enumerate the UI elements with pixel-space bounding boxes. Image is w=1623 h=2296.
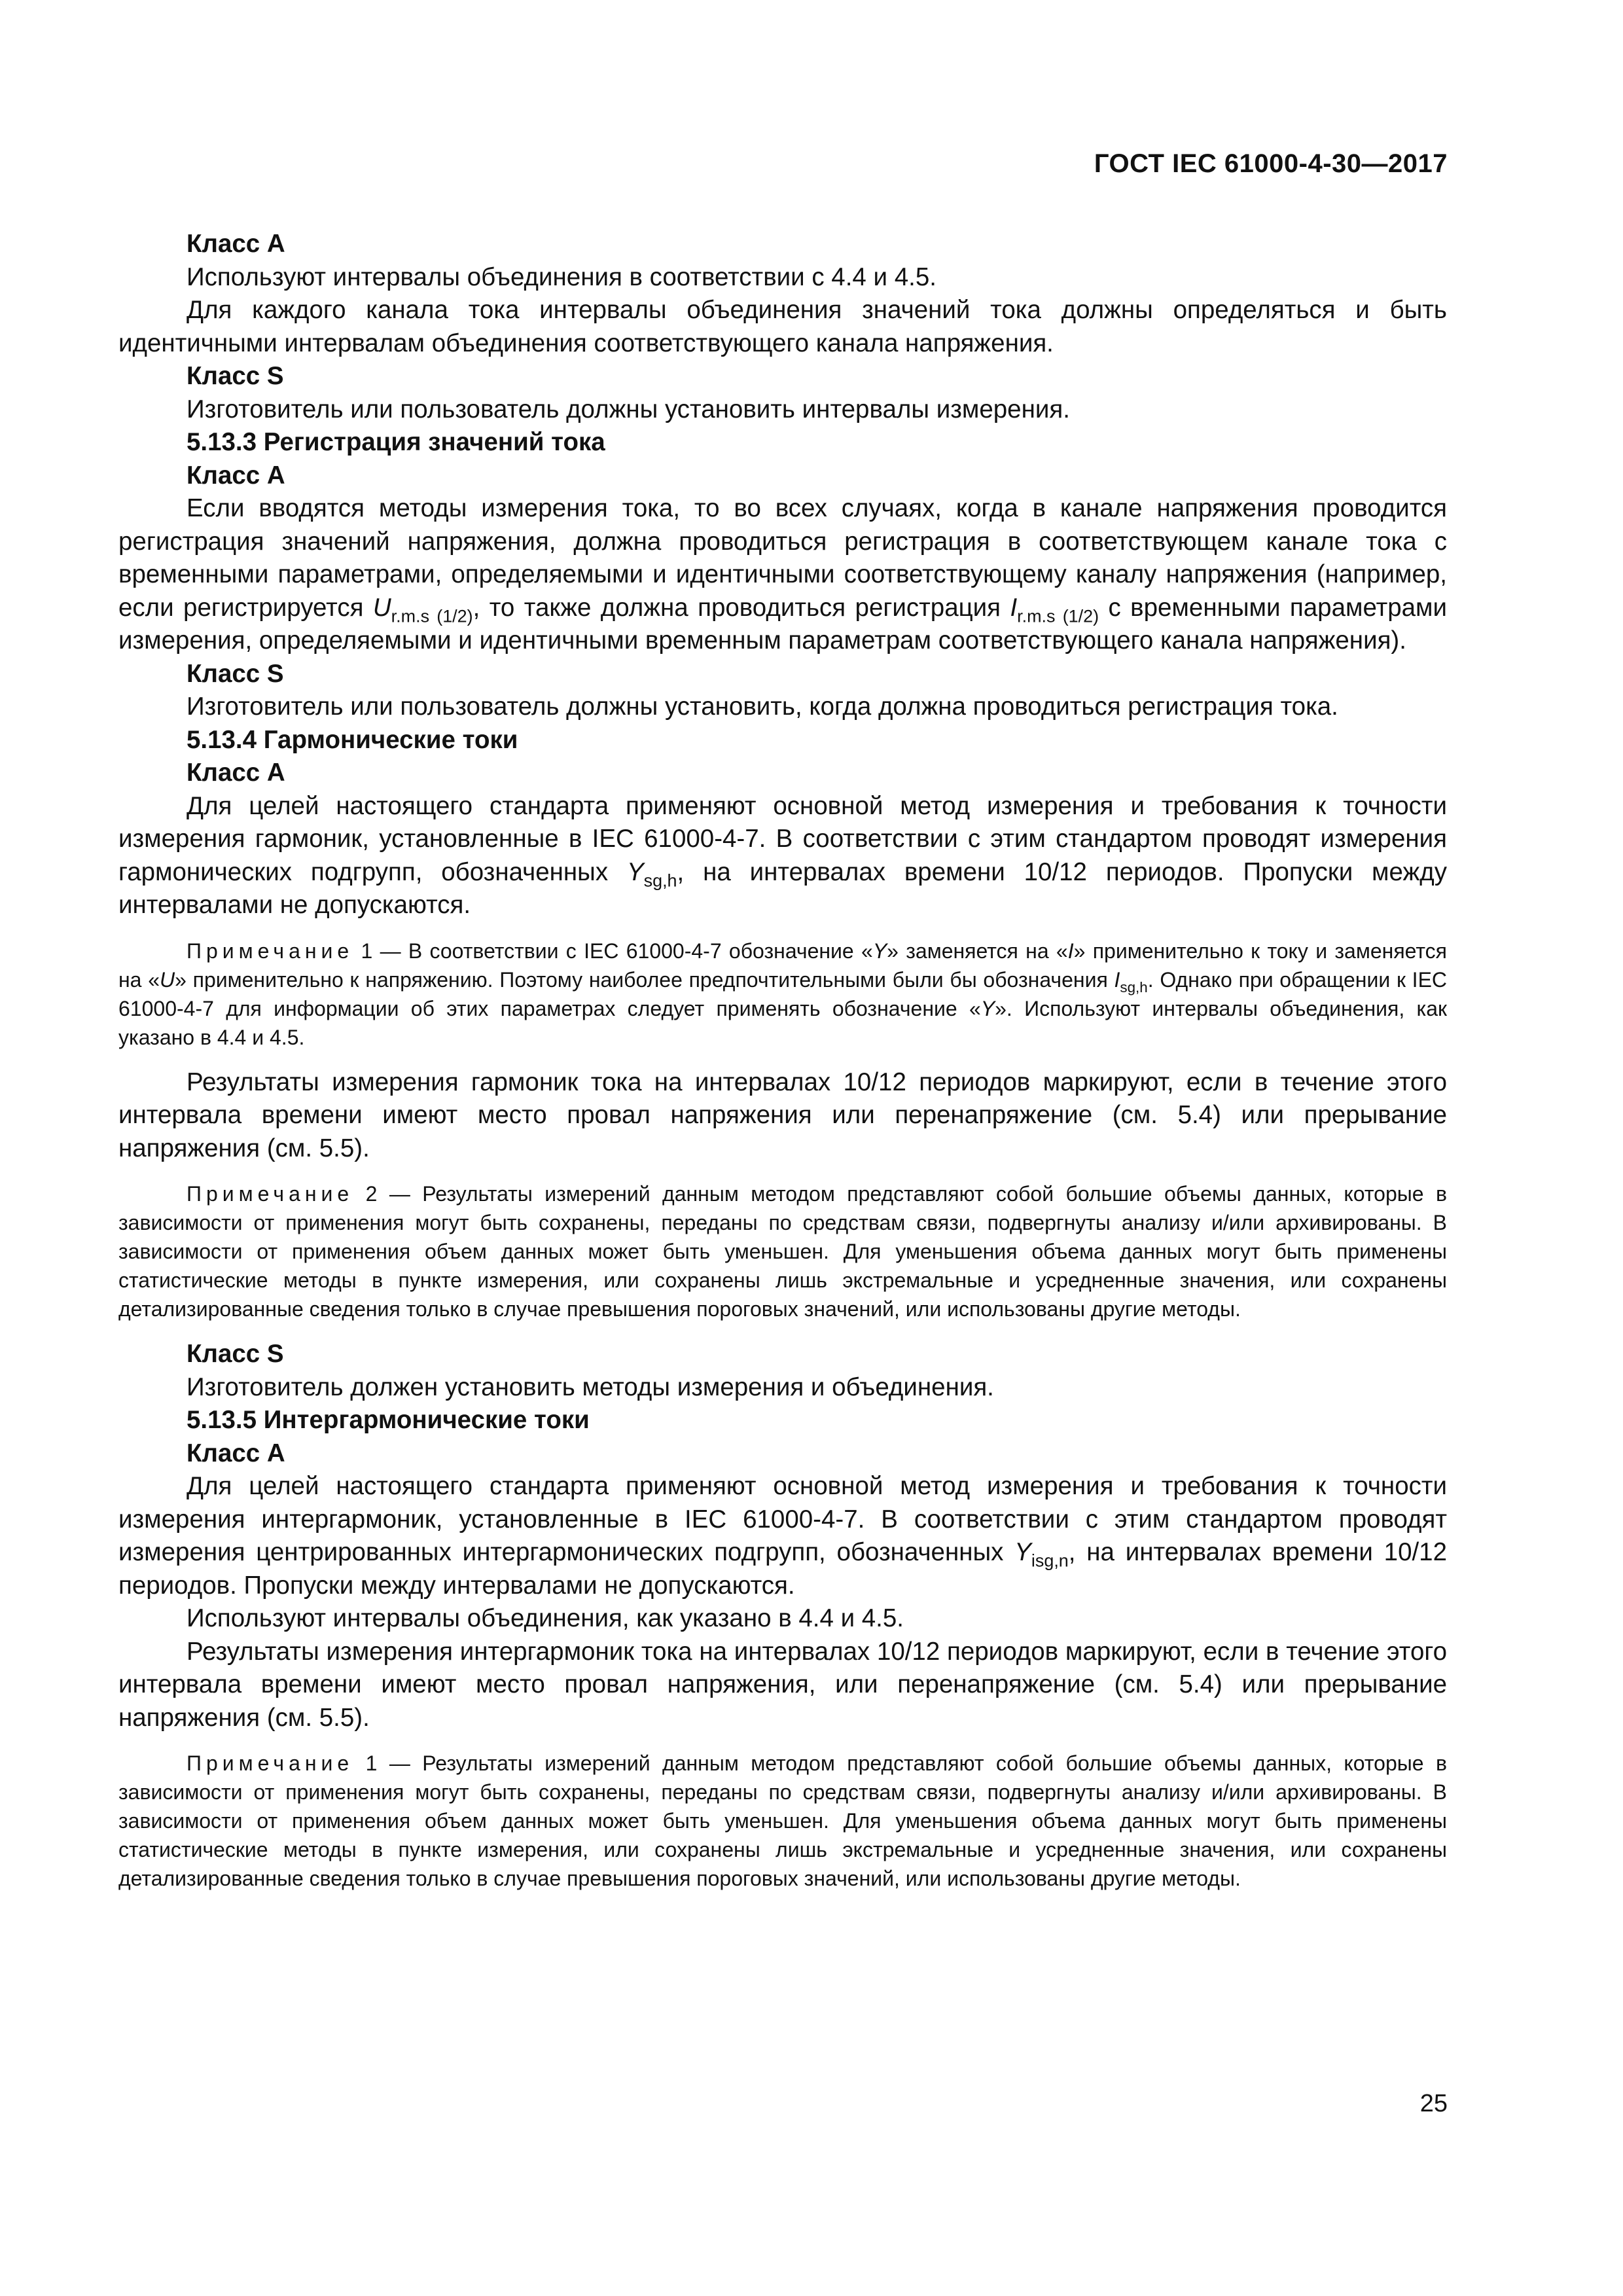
paragraph [118,492,1447,658]
note-label: Примечание [187,1182,354,1206]
paragraph: Изготовитель или пользователь должны установить, когда должна проводиться регистрация тока. [187,692,1338,721]
paragraph: Изготовитель должен установить методы измерения и объединения. [187,1372,994,1401]
text-run: Для целей настоящего стандарта применяют основной метод измерения и требования к точности измерения интергармоник, установленные в IEC 61000-4-7. В соответствии с этим стандартом проводят измерения центрированных интергармонических подгрупп, обозначенных [118,1472,1447,1566]
symbol-y: Y [980,996,995,1020]
paragraph: Для каждого канала тока интервалы объединения значений тока должны определяться и быть идентичными интервалам объединения соответствующего канала напряжения. [118,296,1447,357]
text-run: , то также должна проводиться регистрация [473,593,1010,622]
text-run: » применительно к напряжению. Поэтому наиболее предпочтительными были бы обозначения [175,967,1115,992]
subscript: sg,h [1120,978,1148,996]
text-run: Если вводятся методы измерения тока, то во всех случаях, когда в канале напряжения проводится регистрация значений напряжения, должна проводиться регистрация в соответствующем канале тока с временными параметрами, определяемыми и идентичными соответствующему каналу напряжения (например, если регистрируется [118,494,1447,622]
text-run: с временными параметрами измерения, определяемыми и идентичными временным параметрам соответствующего канала напряжения). [118,593,1448,655]
text-run: 1 — Результаты измерений данным методом представляют собой большие объемы данных, которые в зависимости от применения могут быть сохранены, переданы по средствам связи, подвергнуты анализу и/или архивированы. В зависимости от применения объем данных может быть уменьшен. Для уменьшения объема данных могут быть применены статистические методы в пункте измерения, или сохранены лишь экстремальные и усредненные значения, или сохранены детализированные сведения только в случае превышения пороговых значений, или использованы другие методы. [118,1751,1447,1890]
paragraph: Результаты измерения интергармоник тока на интервалах 10/12 периодов маркируют, если в течение этого интервала времени имеют место провал напряжения, или перенапряжение (см. 5.4) или прерывание напряжения (см. 5.5). [118,1637,1447,1732]
class-s-heading: Класс S [187,659,284,688]
text-run: ». Используют интервалы объединения, как указано в 4.4 и 4.5. [118,996,1447,1049]
paragraph [118,1470,1447,1602]
symbol-i: I [1010,593,1018,622]
symbol-i: I [1114,967,1120,992]
text-run: » применительно к току и заменяется на « [118,939,1448,992]
class-a-heading: Класс А [187,759,285,787]
document-standard-header: ГОСТ IEC 61000-4-30—2017 [1094,149,1448,178]
text-run: 1 — В соответствии с IEC 61000-4-7 обозначение « [353,939,873,963]
paragraph [118,790,1447,922]
subscript: sg,h [643,870,677,890]
section-title-5-13-5: 5.13.5 Интергармонические токи [187,1406,590,1434]
symbol-u: U [372,593,391,622]
subscript: r.m.s (1/2) [391,605,473,626]
text-run: , на интервалах времени 10/12 периодов. Пропуски между интервалами не допускаются. [118,1538,1447,1600]
paragraph: Используют интервалы объединения, как указано в 4.4 и 4.5. [187,1604,904,1632]
subscript: isg,n [1031,1551,1069,1571]
text-run: , на интервалах времени 10/12 периодов. Пропуски между интервалами не допускаются. [118,857,1447,919]
note-1 [118,1749,1447,1893]
section-title-5-13-4: 5.13.4 Гармонические токи [187,725,518,754]
text-run: 2 — Результаты измерений данным методом представляют собой большие объемы данных, которые в зависимости от применения могут быть сохранены, переданы по средствам связи, подвергнуты анализу и/или архивированы. В зависимости от применения объем данных может быть уменьшен. Для уменьшения объема данных могут быть применены статистические методы в пункте измерения, или сохранены лишь экстремальные и усредненные значения, или сохранены детализированные сведения только в случае превышения пороговых значений, или использованы другие методы. [118,1182,1447,1321]
note-2 [118,1179,1447,1323]
symbol-y: Y [626,857,644,886]
paragraph: Результаты измерения гармоник тока на интервалах 10/12 периодов маркируют, если в течение этого интервала времени имеют место провал напряжения или перенапряжение (см. 5.4) или прерывание напряжения (см. 5.5). [118,1067,1447,1162]
paragraph: Используют интервалы объединения в соответствии с 4.4 и 4.5. [187,262,936,291]
page-number: 25 [1419,2090,1448,2117]
text-run: Для целей настоящего стандарта применяют основной метод измерения и требования к точности измерения гармоник, установленные в IEC 61000-4-7. В соответствии с этим стандартом проводят измерения гармонических подгрупп, обозначенных [118,791,1447,886]
note-label: Примечание [187,939,354,963]
class-s-heading: Класс S [187,1340,284,1368]
symbol-i: I [1067,939,1074,963]
text-run: . Однако при обращении к IEC 61000-4-7 для информации об этих параметрах следует применять обозначение « [118,967,1448,1020]
paragraph: Изготовитель или пользователь должны установить интервалы измерения. [187,395,1070,423]
symbol-y: Y [872,939,887,963]
symbol-y: Y [1014,1538,1031,1566]
section-title-5-13-3: 5.13.3 Регистрация значений тока [187,428,605,456]
class-a-heading: Класс А [187,1439,285,1467]
symbol-u: U [160,967,175,992]
class-a-heading: Класс А [187,230,285,258]
class-a-heading: Класс А [187,461,285,490]
note-label: Примечание [187,1751,354,1775]
class-s-heading: Класс S [187,362,284,390]
page-body [118,228,1447,1893]
note-1 [118,937,1447,1052]
subscript: r.m.s (1/2) [1017,605,1099,626]
text-run: » заменяется на « [887,939,1068,963]
